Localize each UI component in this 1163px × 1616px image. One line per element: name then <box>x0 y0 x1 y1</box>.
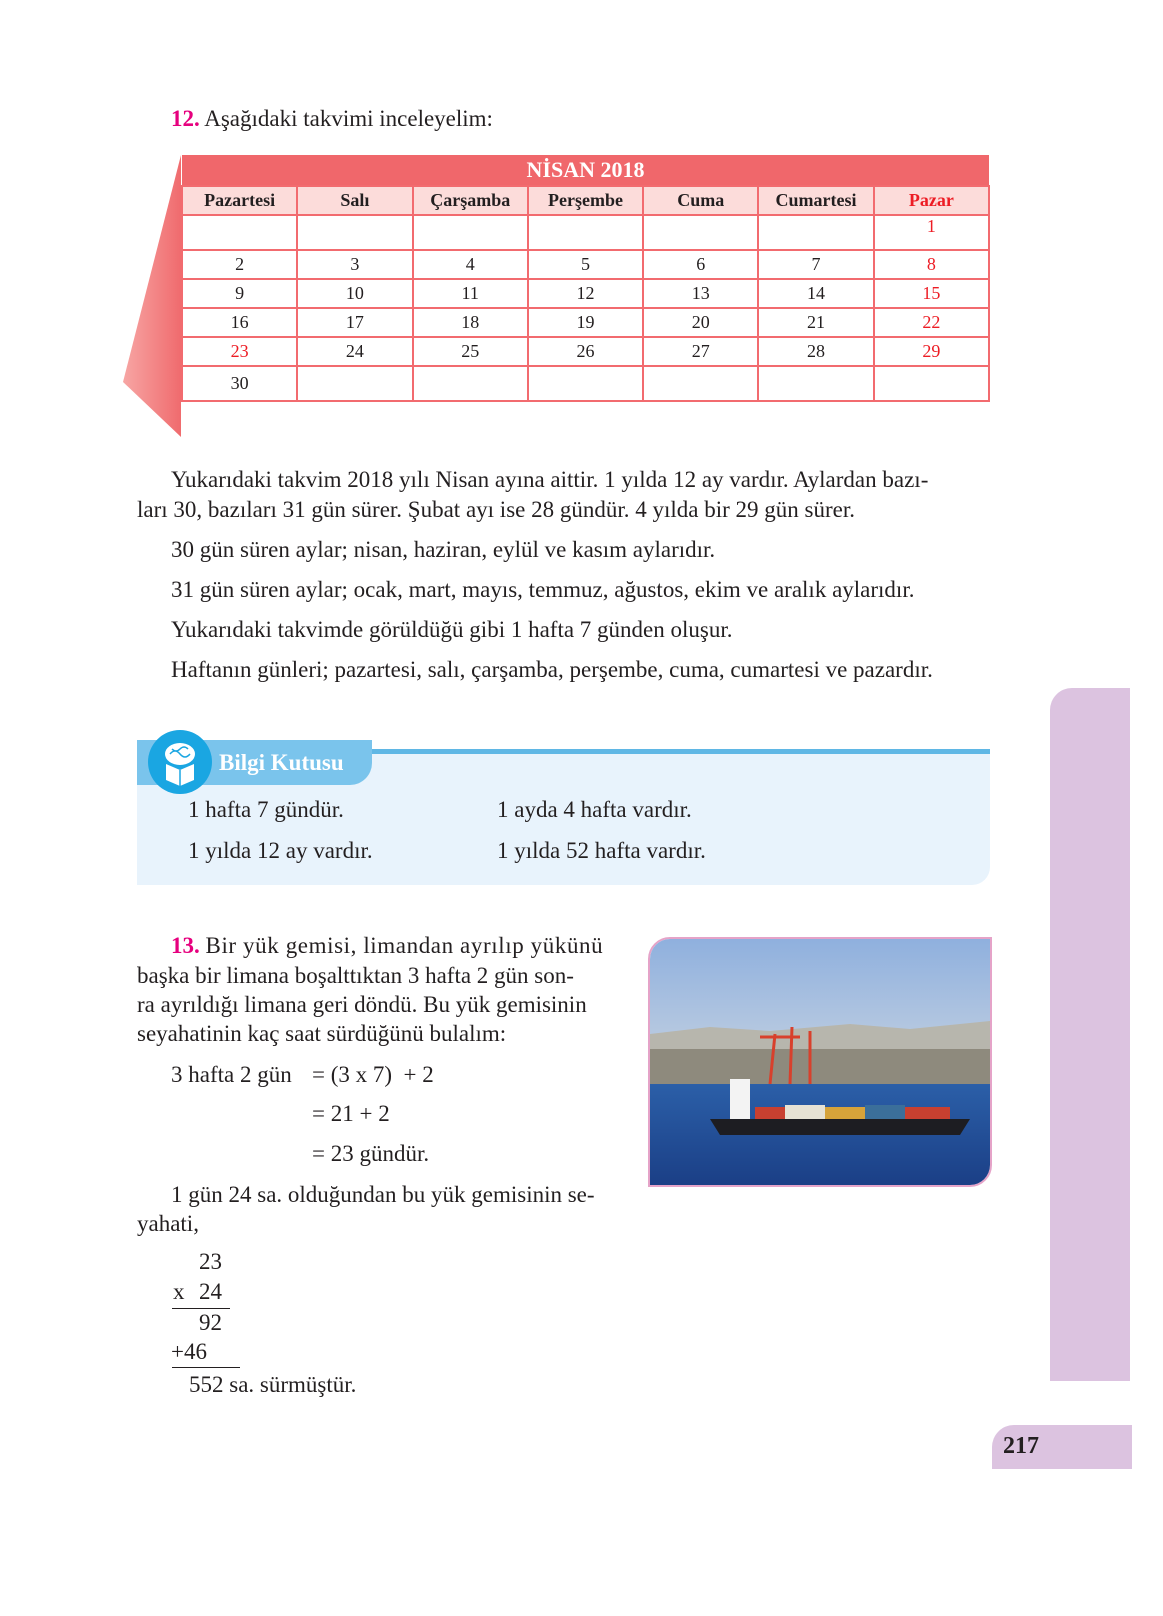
paragraph: Yukarıdaki takvimde görüldüğü gibi 1 hafta 7 günden oluşur. <box>171 617 733 642</box>
calendar-day-cell: 11 <box>413 279 528 308</box>
calendar-day-cell: 7 <box>758 250 873 279</box>
question-text: seyahatinin kaç saat sürdüğünü bulalım: <box>137 1021 507 1046</box>
calendar-day-cell <box>182 215 297 250</box>
day-header: Pazar <box>874 186 989 215</box>
multiplicand: 23 <box>199 1249 222 1274</box>
info-item: 1 ayda 4 hafta vardır. <box>497 797 692 822</box>
paragraph: Yukarıdaki takvim 2018 yılı Nisan ayına aittir. 1 yılda 12 ay vardır. Aylardan bazı- <box>171 467 929 492</box>
paragraph: 31 gün süren aylar; ocak, mart, mayıs, temmuz, ağustos, ekim ve aralık aylarıdır. <box>171 577 915 602</box>
question-13 <box>171 933 603 959</box>
calendar-day-cell <box>643 215 758 250</box>
calendar-day-cell: 22 <box>874 308 989 337</box>
calendar-day-cell: 14 <box>758 279 873 308</box>
multiplier: 24 <box>199 1279 222 1304</box>
divider <box>172 1308 230 1309</box>
equation-step: = 21 + 2 <box>312 1101 390 1126</box>
calendar-day-cell: 23 <box>182 337 297 366</box>
day-header: Cumartesi <box>758 186 873 215</box>
paragraph: 30 gün süren aylar; nisan, haziran, eylül ve kasım aylarıdır. <box>171 537 716 562</box>
calendar-day-cell: 5 <box>528 250 643 279</box>
info-item: 1 yılda 12 ay vardır. <box>188 838 373 863</box>
calendar-day-cell: 3 <box>297 250 412 279</box>
calendar-day-cell: 16 <box>182 308 297 337</box>
paragraph: 1 gün 24 sa. olduğundan bu yük gemisinin se- <box>171 1182 595 1207</box>
calendar-day-cell: 10 <box>297 279 412 308</box>
calendar-week-row <box>182 366 989 401</box>
calendar-day-cell: 12 <box>528 279 643 308</box>
day-header: Çarşamba <box>413 186 528 215</box>
calendar-week-row <box>182 250 989 279</box>
partial-product: 92 <box>199 1310 222 1335</box>
equation-label: 3 hafta 2 gün <box>171 1062 292 1087</box>
calendar-day-cell <box>643 366 758 401</box>
equation-step: = (3 x 7) + 2 <box>312 1062 434 1087</box>
calendar-table <box>181 155 990 402</box>
calendar-day-cell <box>758 366 873 401</box>
calendar-day-cell: 6 <box>643 250 758 279</box>
calendar-day-cell: 19 <box>528 308 643 337</box>
calendar-day-cell: 25 <box>413 337 528 366</box>
calendar-week-row <box>182 279 989 308</box>
side-tab <box>1050 688 1130 1381</box>
calendar-day-cell: 2 <box>182 250 297 279</box>
paragraph: Haftanın günleri; pazartesi, salı, çarşamba, perşembe, cuma, cumartesi ve pazardır. <box>171 657 933 682</box>
question-text: başka bir limana boşalttıktan 3 hafta 2 gün son- <box>137 963 574 988</box>
calendar-day-cell: 27 <box>643 337 758 366</box>
question-number: 13. <box>171 933 200 958</box>
calendar-day-cell: 4 <box>413 250 528 279</box>
calendar-flap <box>120 150 190 442</box>
day-header: Salı <box>297 186 412 215</box>
cargo-ship-photo <box>648 937 992 1187</box>
multiply-sign: x <box>173 1279 185 1304</box>
info-item: 1 yılda 52 hafta vardır. <box>497 838 706 863</box>
calendar-day-cell: 24 <box>297 337 412 366</box>
paragraph: yahati, <box>137 1211 199 1236</box>
calendar-day-cell <box>297 215 412 250</box>
page-number: 217 <box>1003 1433 1039 1459</box>
info-item: 1 hafta 7 gündür. <box>188 797 344 822</box>
calendar-day-cell: 20 <box>643 308 758 337</box>
question-text: Bir yük gemisi, limandan ayrılıp yükünü <box>205 933 604 958</box>
calendar-day-cell <box>413 366 528 401</box>
question-text: Aşağıdaki takvimi inceleyelim: <box>204 106 493 131</box>
calendar-day-cell: 29 <box>874 337 989 366</box>
result: 552 sa. sürmüştür. <box>189 1372 357 1397</box>
paragraph: ları 30, bazıları 31 gün sürer. Şubat ayı ise 28 gündür. 4 yılda bir 29 gün sürer. <box>137 497 855 522</box>
question-number: 12. <box>171 106 200 131</box>
calendar-day-cell: 21 <box>758 308 873 337</box>
day-header: Perşembe <box>528 186 643 215</box>
divider <box>172 1367 240 1368</box>
equation-step: = 23 gündür. <box>312 1141 430 1166</box>
calendar-day-cell: 9 <box>182 279 297 308</box>
calendar-day-cell: 30 <box>182 366 297 401</box>
day-header: Cuma <box>643 186 758 215</box>
calendar-day-cell: 28 <box>758 337 873 366</box>
calendar-week-row <box>182 337 989 366</box>
calendar-day-cell: 8 <box>874 250 989 279</box>
calendar-day-cell: 13 <box>643 279 758 308</box>
calendar-day-cell: 1 <box>874 215 989 250</box>
calendar-day-cell: 15 <box>874 279 989 308</box>
calendar-day-cell: 18 <box>413 308 528 337</box>
calendar-week-row <box>182 215 989 250</box>
calendar-day-cell <box>413 215 528 250</box>
question-text: ra ayrıldığı limana geri döndü. Bu yük gemisinin <box>137 992 587 1017</box>
calendar-day-cell <box>528 366 643 401</box>
calendar-day-cell <box>874 366 989 401</box>
info-box-title: Bilgi Kutusu <box>219 750 344 775</box>
calendar-day-cell: 26 <box>528 337 643 366</box>
brain-box-icon <box>148 730 212 794</box>
calendar-day-cell <box>297 366 412 401</box>
day-header: Pazartesi <box>182 186 297 215</box>
question-12 <box>171 106 493 132</box>
partial-product: +46 <box>171 1339 207 1364</box>
calendar-title: NİSAN 2018 <box>182 155 989 186</box>
calendar-day-cell: 17 <box>297 308 412 337</box>
calendar-day-cell <box>758 215 873 250</box>
calendar-week-row <box>182 308 989 337</box>
calendar-day-cell <box>528 215 643 250</box>
